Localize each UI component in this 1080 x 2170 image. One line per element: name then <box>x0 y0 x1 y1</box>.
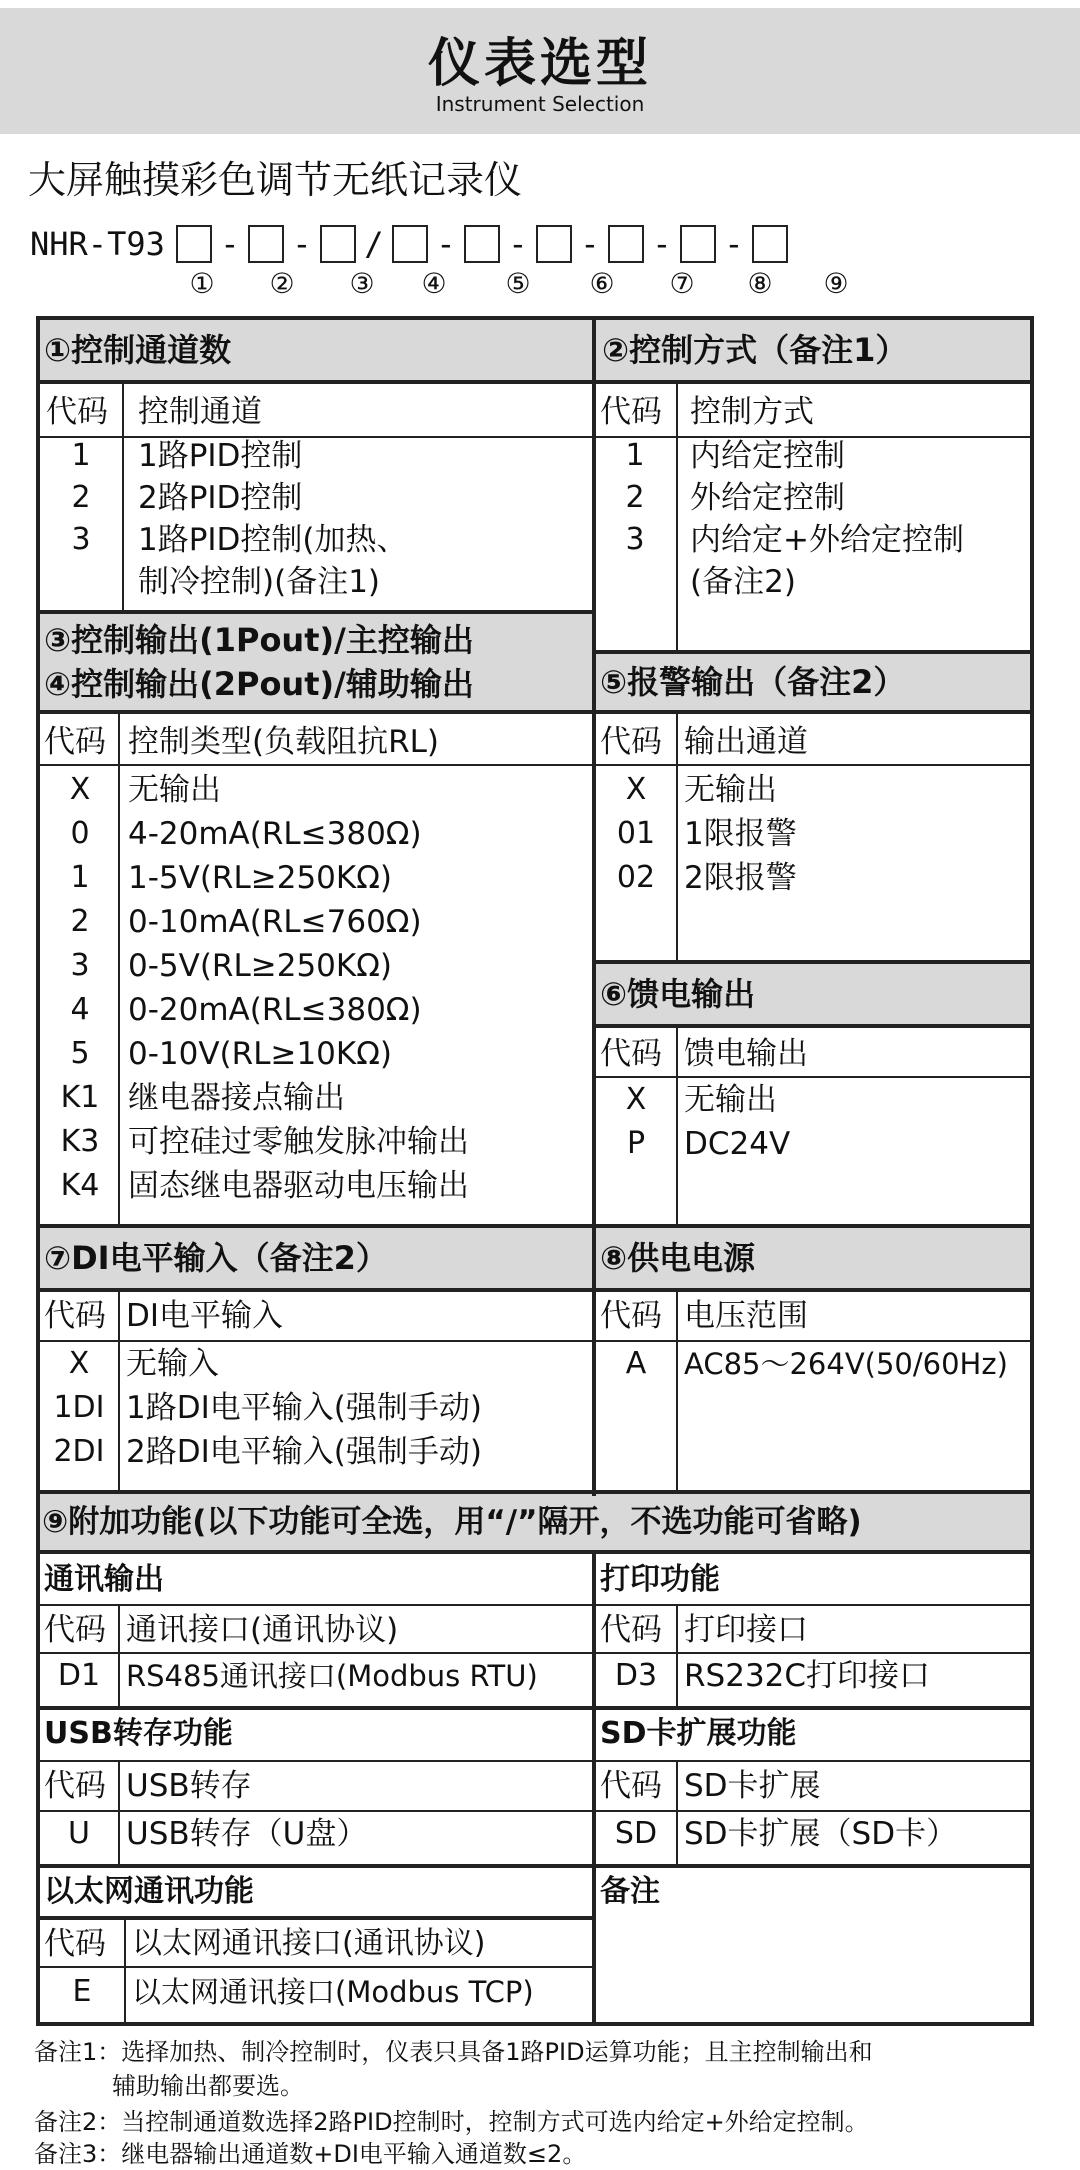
column-divider <box>676 1290 678 1492</box>
option-desc: 1路PID控制 <box>138 438 303 474</box>
option-desc: 0-20mA(RL≤380Ω) <box>128 992 422 1028</box>
position-label-4: ④ <box>421 267 447 300</box>
option-code: A <box>625 1346 647 1381</box>
subsection-title-usb: USB转存功能 <box>44 1716 233 1751</box>
divider <box>36 710 1034 714</box>
model-slot-1 <box>176 225 212 263</box>
column-header-code: 代码 <box>600 1036 662 1072</box>
divider <box>36 1288 1034 1292</box>
column-divider <box>676 1604 678 1706</box>
column-divider <box>676 1026 678 1224</box>
option-code: 1 <box>625 438 645 473</box>
option-desc: USB转存（U盘） <box>126 1816 368 1852</box>
divider <box>592 960 1034 964</box>
header-banner <box>0 8 1080 134</box>
column-header-code: 代码 <box>46 394 108 430</box>
option-code: 5 <box>70 1036 90 1071</box>
divider <box>36 380 1034 384</box>
column-header-code: 代码 <box>600 1768 662 1804</box>
section-title-control-mode: ②控制方式（备注1） <box>602 331 908 369</box>
column-divider <box>118 1604 120 1706</box>
column-header-desc: 控制类型(负载阻抗RL) <box>128 724 439 760</box>
option-desc: 可控硅过零触发脉冲输出 <box>128 1124 469 1160</box>
option-code: X <box>625 1082 647 1117</box>
column-header-code: 代码 <box>44 1298 106 1334</box>
column-header-desc: 以太网通讯接口(通讯协议) <box>132 1926 486 1961</box>
option-desc: 2限报警 <box>684 860 797 896</box>
option-code: 01 <box>616 816 656 851</box>
column-header-desc: USB转存 <box>126 1768 252 1804</box>
page-title: 仪表选型 <box>427 34 652 94</box>
section-title-control-output-2: ④控制输出(2Pout)/辅助输出 <box>44 665 474 703</box>
subsection-title-print: 打印功能 <box>600 1562 720 1597</box>
option-code: U <box>68 1816 90 1851</box>
model-slot-6 <box>536 225 572 263</box>
model-slot-5 <box>464 225 500 263</box>
divider <box>596 1076 1030 1078</box>
option-desc: 内给定控制 <box>690 438 845 474</box>
column-divider <box>124 1918 126 2026</box>
option-code: 1 <box>70 860 90 895</box>
option-desc: 无输入 <box>126 1346 219 1382</box>
column-divider <box>118 1290 120 1492</box>
divider <box>40 1760 1030 1762</box>
option-desc: 内给定+外给定控制 <box>690 522 964 558</box>
option-code: 3 <box>625 522 645 557</box>
divider <box>592 1024 1034 1028</box>
option-desc: 无输出 <box>684 1082 777 1118</box>
model-separator: - <box>652 225 672 263</box>
column-header-code: 代码 <box>44 724 106 760</box>
option-desc: 外给定控制 <box>690 480 845 516</box>
option-code: P <box>626 1126 646 1161</box>
option-code: D1 <box>57 1658 101 1693</box>
column-divider <box>676 382 678 650</box>
section-title-additional-functions: ⑨附加功能(以下功能可全选，用“/”隔开，不选功能可省略) <box>42 1504 862 1540</box>
footnote-1: 备注1：选择加热、制冷控制时，仪表只具备1路PID运算功能；且主控制输出和 <box>34 2038 873 2066</box>
option-desc: 1路DI电平输入(强制手动) <box>126 1390 482 1426</box>
column-header-code: 代码 <box>44 1768 106 1804</box>
option-code: 3 <box>71 522 91 557</box>
divider <box>36 1550 1034 1554</box>
section-title-power-supply: ⑧供电电源 <box>600 1239 756 1277</box>
footnote-3: 备注3：继电器输出通道数+DI电平输入通道数≤2。 <box>34 2140 587 2168</box>
divider <box>592 650 1034 654</box>
divider <box>40 1652 1030 1654</box>
divider <box>40 1810 1030 1812</box>
column-header-desc: 馈电输出 <box>684 1036 808 1072</box>
option-code: 02 <box>616 860 656 895</box>
column-header-code: 代码 <box>600 724 662 760</box>
option-code: 0 <box>70 816 90 851</box>
option-desc: 0-10V(RL≥10KΩ) <box>128 1036 392 1072</box>
column-header-desc: 通讯接口(通讯协议) <box>126 1612 399 1648</box>
model-slot-3 <box>320 225 356 263</box>
model-separator: - <box>724 225 744 263</box>
option-desc: 4-20mA(RL≤380Ω) <box>128 816 422 852</box>
model-separator: - <box>292 225 312 263</box>
option-code: SD <box>614 1816 658 1851</box>
option-code: E <box>72 1974 92 2009</box>
option-code: X <box>68 1346 90 1381</box>
footnote-2: 备注2：当控制通道数选择2路PID控制时，控制方式可选内给定+外给定控制。 <box>34 2108 869 2136</box>
option-desc: 以太网通讯接口(Modbus TCP) <box>132 1975 534 2009</box>
divider <box>36 1706 1034 1710</box>
position-label-5: ⑤ <box>505 267 531 300</box>
option-desc: 无输出 <box>128 772 221 808</box>
column-header-desc: 电压范围 <box>684 1298 808 1334</box>
column-divider <box>592 316 596 1496</box>
option-desc: 无输出 <box>684 772 777 808</box>
position-label-1: ① <box>189 267 215 300</box>
option-code: 1DI <box>53 1390 105 1425</box>
model-separator: - <box>220 225 240 263</box>
column-header-desc: SD卡扩展 <box>684 1768 821 1804</box>
divider <box>36 1490 1034 1494</box>
model-separator: - <box>508 225 528 263</box>
subsection-title-comm: 通讯输出 <box>44 1562 164 1597</box>
divider <box>40 764 1030 766</box>
option-code: K4 <box>60 1168 100 1203</box>
option-desc: 1-5V(RL≥250KΩ) <box>128 860 392 896</box>
section-title-di-input: ⑦DI电平输入（备注2） <box>44 1239 388 1277</box>
model-slot-2 <box>248 225 284 263</box>
option-code: 1 <box>71 438 91 473</box>
section-title-feed-output: ⑥馈电输出 <box>600 975 756 1013</box>
option-desc: 0-10mA(RL≤760Ω) <box>128 904 422 940</box>
column-header-desc: 输出通道 <box>684 724 808 760</box>
option-desc: 固态继电器驱动电压输出 <box>128 1168 469 1204</box>
model-slot-4 <box>392 225 428 263</box>
column-divider <box>118 712 120 1224</box>
section-title-control-output-1: ③控制输出(1Pout)/主控输出 <box>44 621 474 659</box>
option-desc: 0-5V(RL≥250KΩ) <box>128 948 392 984</box>
column-header-code: 代码 <box>600 1298 662 1334</box>
position-label-3: ③ <box>349 267 375 300</box>
option-code: K1 <box>60 1080 100 1115</box>
column-header-desc: 控制通道 <box>138 394 262 430</box>
product-name: 大屏触摸彩色调节无纸记录仪 <box>28 158 523 202</box>
column-divider <box>118 1760 120 1864</box>
option-desc: 2路PID控制 <box>138 480 303 516</box>
column-header-desc: 打印接口 <box>684 1612 808 1648</box>
model-separator: - <box>580 225 600 263</box>
option-desc: 2路DI电平输入(强制手动) <box>126 1434 482 1470</box>
section-title-control-channels: ①控制通道数 <box>44 331 232 369</box>
divider <box>40 1340 1030 1342</box>
column-header-desc: 控制方式 <box>690 394 814 430</box>
option-code: 2DI <box>53 1434 105 1469</box>
option-desc: AC85～264V(50/60Hz) <box>684 1347 1008 1381</box>
option-desc: RS232C打印接口 <box>684 1658 931 1694</box>
option-code: K3 <box>60 1124 100 1159</box>
option-code: X <box>69 772 91 807</box>
option-desc: 继电器接点输出 <box>128 1080 345 1116</box>
option-code: 4 <box>70 992 90 1027</box>
model-slot-7 <box>608 225 644 263</box>
option-code: 2 <box>625 480 645 515</box>
option-code: D3 <box>614 1658 658 1693</box>
divider <box>36 1224 1034 1228</box>
divider <box>36 1864 1034 1868</box>
column-header-code: 代码 <box>44 1612 106 1648</box>
column-divider <box>676 1760 678 1864</box>
option-code: 3 <box>70 948 90 983</box>
position-label-7: ⑦ <box>669 267 695 300</box>
option-desc-cont: (备注2) <box>690 564 796 600</box>
column-divider <box>592 1550 596 2026</box>
subsection-title-sd: SD卡扩展功能 <box>600 1716 797 1751</box>
footnote-1-cont: 辅助输出都要选。 <box>112 2072 304 2100</box>
divider <box>36 610 596 614</box>
column-divider <box>122 382 124 610</box>
divider <box>40 1604 1030 1606</box>
position-label-6: ⑥ <box>589 267 615 300</box>
option-code: X <box>625 772 647 807</box>
position-label-9: ⑨ <box>823 267 849 300</box>
option-desc: 1路PID控制(加热、 <box>138 522 408 558</box>
model-code-row <box>30 222 793 266</box>
column-divider <box>676 712 678 960</box>
column-header-desc: DI电平输入 <box>126 1298 284 1334</box>
subsection-title-remarks: 备注 <box>600 1874 660 1909</box>
page-subtitle: Instrument Selection <box>435 92 645 116</box>
option-desc: RS485通讯接口(Modbus RTU) <box>126 1659 538 1693</box>
option-desc: 1限报警 <box>684 816 797 852</box>
model-slot-8 <box>680 225 716 263</box>
column-header-code: 代码 <box>44 1926 106 1962</box>
option-desc: SD卡扩展（SD卡） <box>684 1816 958 1852</box>
model-prefix: NHR-T93 <box>30 225 165 263</box>
option-desc-cont: 制冷控制)(备注1) <box>138 564 381 600</box>
model-separator: - <box>436 225 456 263</box>
option-code: 2 <box>71 480 91 515</box>
subsection-title-ethernet: 以太网通讯功能 <box>44 1874 254 1909</box>
model-slot-9 <box>752 225 788 263</box>
option-code: 2 <box>70 904 90 939</box>
position-label-8: ⑧ <box>747 267 773 300</box>
column-header-code: 代码 <box>600 1612 662 1648</box>
position-label-2: ② <box>269 267 295 300</box>
section-title-alarm-output: ⑤报警输出（备注2） <box>600 663 906 701</box>
option-desc: DC24V <box>684 1126 791 1162</box>
model-separator: / <box>364 225 384 263</box>
column-header-code: 代码 <box>600 394 662 430</box>
